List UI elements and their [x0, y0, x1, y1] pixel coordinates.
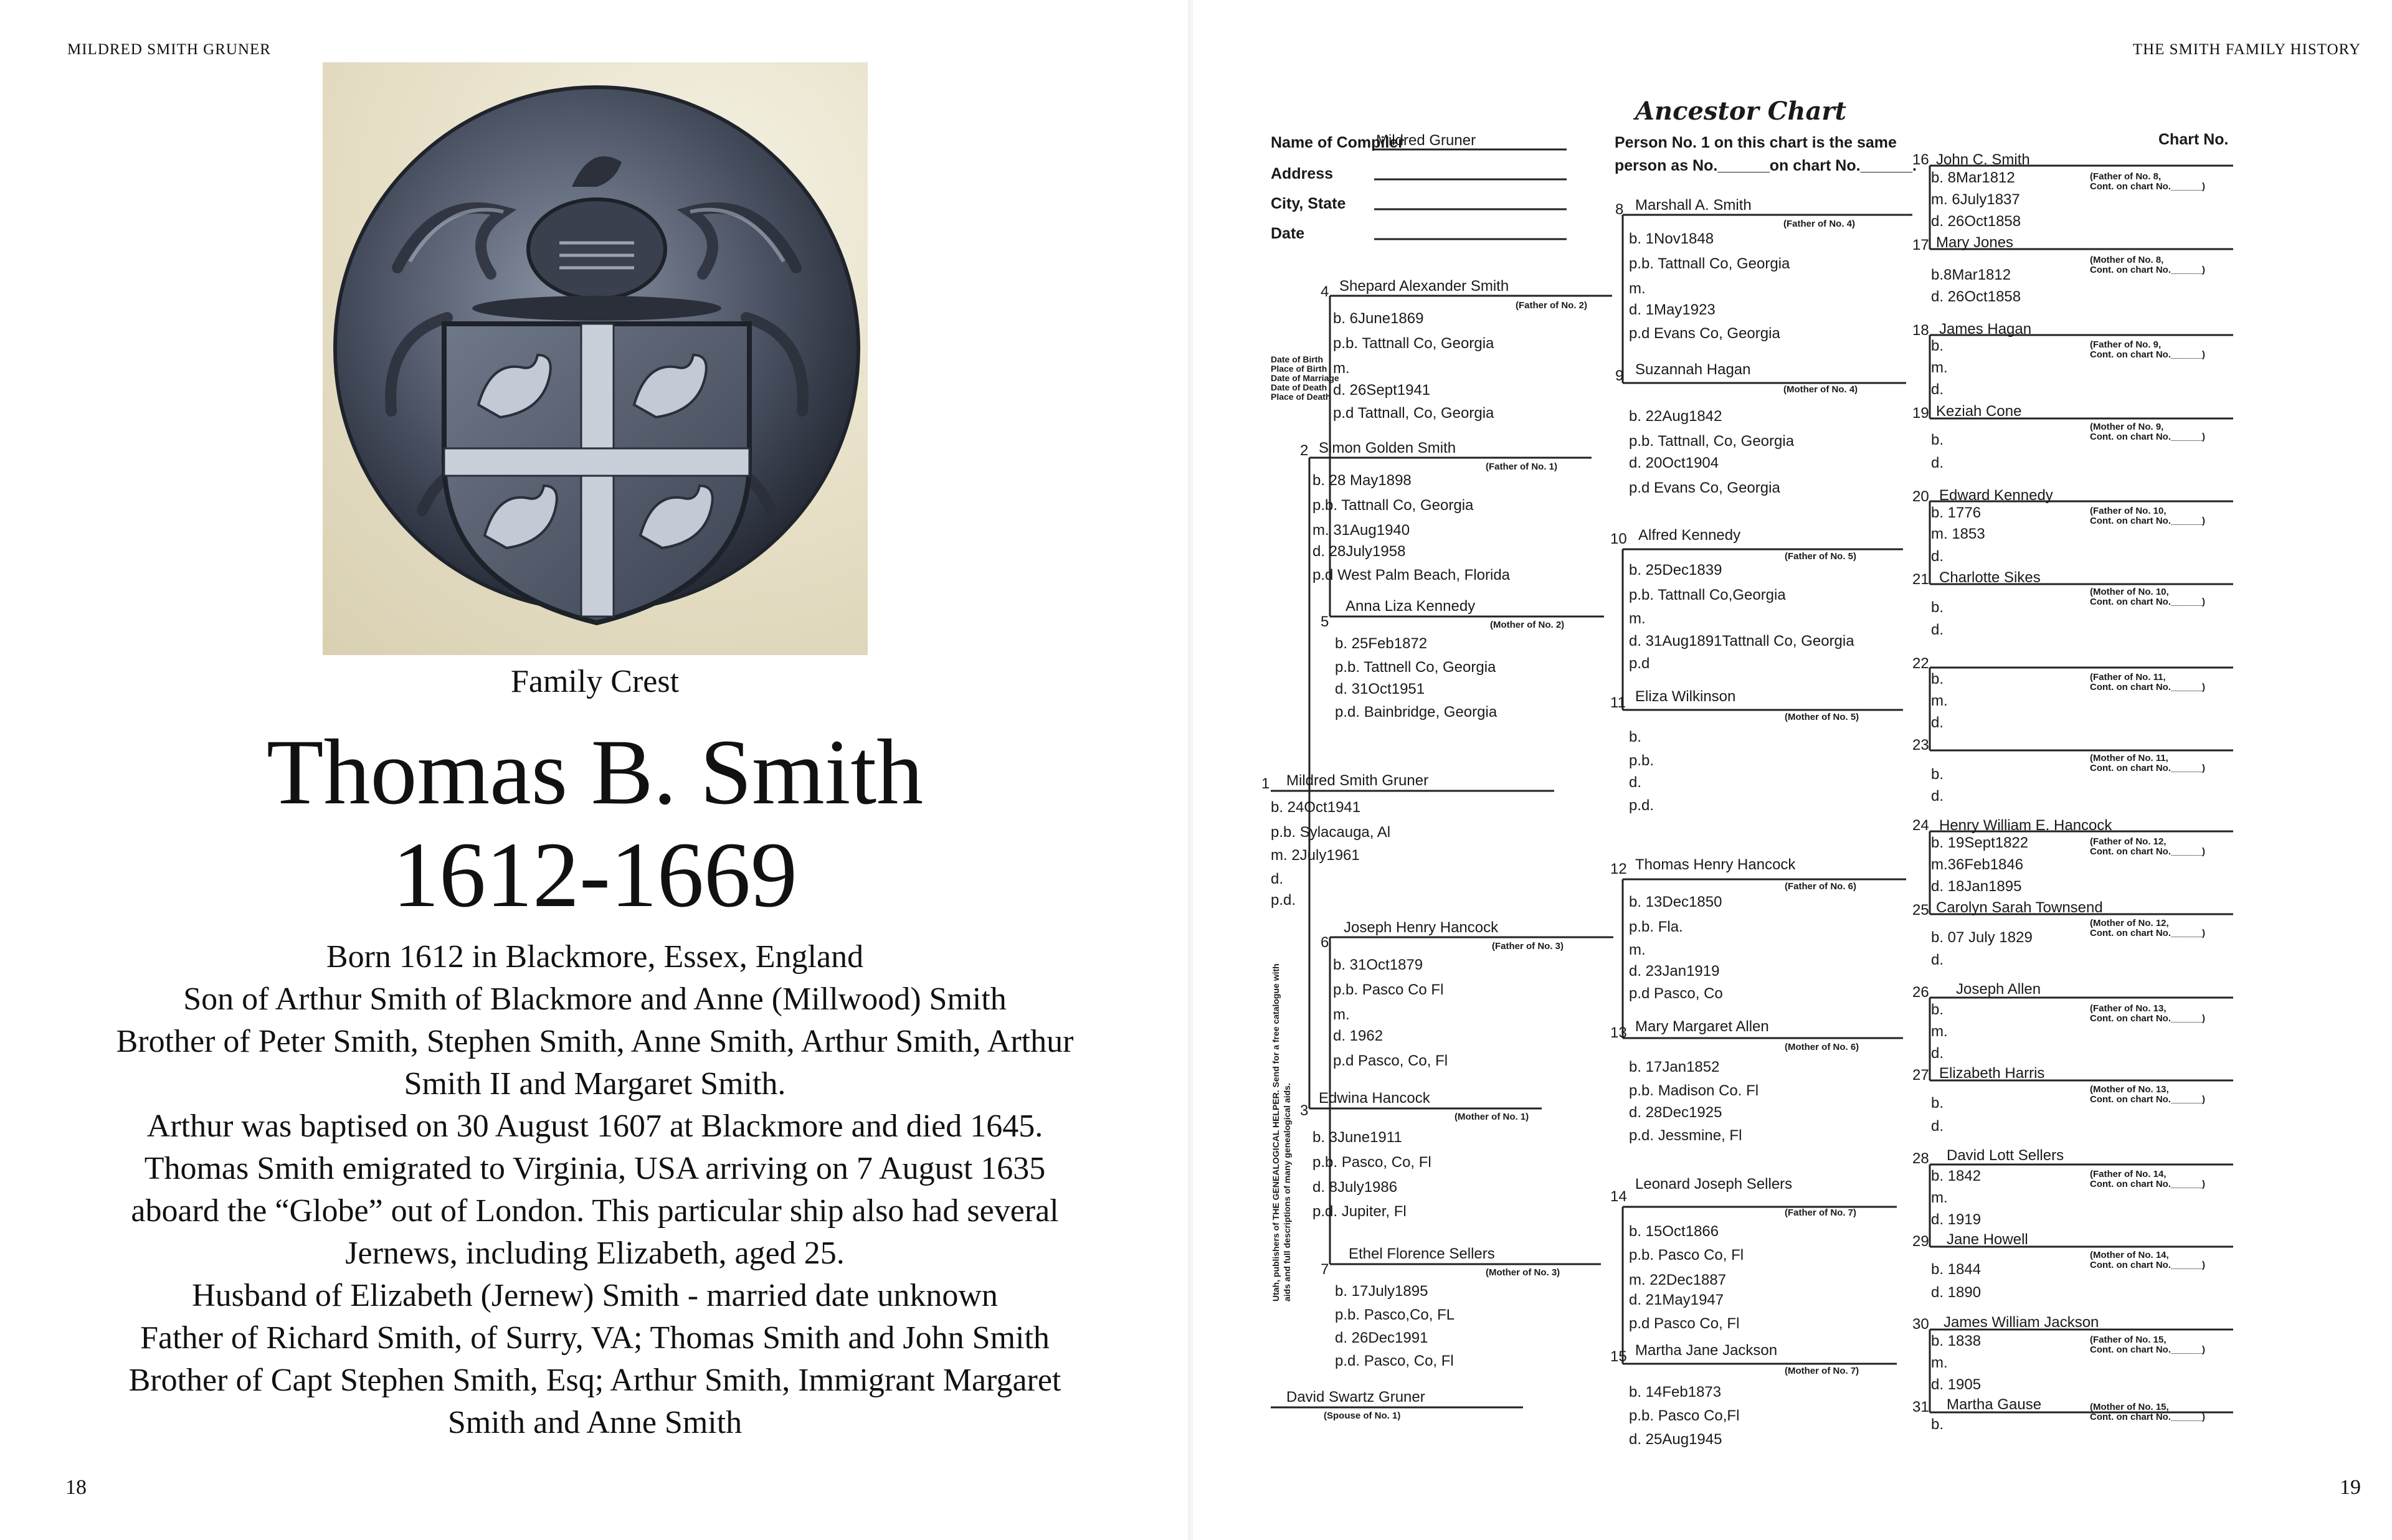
ancestor-line: b. 19Sept1822 [1931, 834, 2029, 851]
bio-line: Brother of Capt Stephen Smith, Esq; Arthur Smith, Immigrant Margaret [128, 1363, 1061, 1398]
person-number: 27 [1912, 1067, 1929, 1084]
ancestor-cont: Cont. on chart No.______) [2090, 763, 2206, 773]
person-10-deathplace: p.d [1629, 655, 1650, 672]
person-5-death: d. 31Oct1951 [1335, 681, 1425, 697]
person-5-birthplace: p.b. Tattnell Co, Georgia [1335, 659, 1496, 676]
ancestor-cont: Cont. on chart No.______) [2090, 181, 2206, 192]
person-number: 3 [1300, 1102, 1309, 1119]
person-name-title: Thomas B. Smith [266, 720, 924, 824]
person-2-birth: b. 28 May1898 [1312, 472, 1412, 489]
person-4-birth: b. 6June1869 [1333, 310, 1424, 327]
ancestor-cont: Cont. on chart No.______) [2090, 1412, 2206, 1422]
address-label: Address [1271, 165, 1334, 182]
person-6-birth: b. 31Oct1879 [1333, 957, 1423, 973]
bio-line: Brother of Peter Smith, Stephen Smith, Anne Smith, Arthur Smith, Arthur [116, 1024, 1074, 1059]
ancestor-name: James William Jackson [1944, 1314, 2099, 1331]
ancestor-line: b. 1838 [1931, 1333, 1981, 1349]
bio-line: Thomas Smith emigrated to Virginia, USA arriving on 7 August 1635 [144, 1151, 1046, 1186]
bio-line: aboard the “Globe” out of London. This particular ship also had several [131, 1193, 1059, 1229]
person-12-birth: b. 13Dec1850 [1629, 894, 1722, 910]
person-11-deathplace: p.d. [1629, 797, 1654, 814]
page-number-left: 18 [65, 1476, 87, 1499]
person-number: 22 [1912, 655, 1929, 672]
person-15-birth: b. 14Feb1873 [1629, 1384, 1722, 1401]
person-9-birth: b. 22Aug1842 [1629, 408, 1722, 425]
person-1-death: d. [1271, 871, 1284, 887]
ancestor-name: James Hagan [1939, 321, 2032, 338]
ancestor-line: b.8Mar1812 [1931, 267, 2011, 283]
ancestor-note: (Father of No. 15, [2090, 1335, 2167, 1345]
person-number: 20 [1912, 488, 1929, 505]
person-1-birthplace: p.b. Sylacauga, Al [1271, 824, 1391, 841]
legend-item: Date of Marriage [1271, 373, 1339, 383]
person-number: 1 [1261, 775, 1270, 792]
person-9-name: Suzannah Hagan [1635, 361, 1751, 378]
legend-item: Place of Birth [1271, 364, 1327, 374]
ancestor-note: (Father of No. 13, [2090, 1003, 2167, 1014]
person-9-note: (Mother of No. 4) [1783, 384, 1858, 395]
person-1-marriage: m. 2July1961 [1271, 847, 1360, 864]
ancestor-name: Henry William E. Hancock [1939, 817, 2112, 834]
ancestor-cont: Cont. on chart No.______) [2090, 682, 2206, 692]
person-number: 24 [1912, 817, 1929, 834]
person-3-note: (Mother of No. 1) [1455, 1112, 1529, 1122]
person-number: 30 [1912, 1316, 1929, 1333]
person-15-death: d. 25Aug1945 [1629, 1431, 1722, 1448]
person-6-note: (Father of No. 3) [1492, 941, 1564, 952]
ancestor-line: d. [1931, 548, 1944, 565]
right-page [1193, 0, 2392, 1540]
person-number: 8 [1615, 201, 1624, 218]
person-6-birthplace: p.b. Pasco Co Fl [1333, 981, 1444, 998]
person-11-death: d. [1629, 774, 1642, 791]
ancestor-line: b. [1931, 1416, 1944, 1433]
ancestor-name: Edward Kennedy [1939, 487, 2053, 504]
biography-text [69, 936, 1121, 1444]
person-12-name: Thomas Henry Hancock [1635, 856, 1796, 873]
person-10-birth: b. 25Dec1839 [1629, 562, 1722, 579]
person-13-note: (Mother of No. 6) [1785, 1042, 1859, 1052]
ancestor-line: d. [1931, 714, 1944, 731]
person-8-note: (Father of No. 4) [1783, 219, 1855, 229]
person-3-birthplace: p.b. Pasco, Co, Fl [1312, 1154, 1431, 1171]
running-head-right: THE SMITH FAMILY HISTORY [2132, 41, 2361, 58]
page-number-right: 19 [2340, 1476, 2361, 1499]
ancestor-name: Charlotte Sikes [1939, 569, 2041, 586]
person-7-death: d. 26Dec1991 [1335, 1330, 1428, 1346]
ancestor-note: (Father of No. 8, [2090, 171, 2162, 182]
person-4-birthplace: p.b. Tattnall Co, Georgia [1333, 335, 1494, 352]
ancestor-line: b. 1842 [1931, 1168, 1981, 1184]
ancestor-line: b. [1931, 766, 1944, 783]
ancestor-cont: Cont. on chart No.______) [2090, 597, 2206, 607]
person-number: 18 [1912, 322, 1929, 339]
side-note: Utah, publishers of THE GENEALOGICAL HELPER. Send for a free catalogue with [1271, 963, 1281, 1301]
person-10-note: (Father of No. 5) [1785, 551, 1856, 562]
person-number: 15 [1610, 1348, 1627, 1365]
person-8-deathplace: p.d Evans Co, Georgia [1629, 325, 1780, 342]
person-6-marriage: m. [1333, 1006, 1350, 1023]
person-note-2: person as No.______on chart No.______. [1615, 157, 1917, 174]
person-5-deathplace: p.d. Bainbridge, Georgia [1335, 704, 1497, 720]
person-number: 10 [1610, 531, 1627, 547]
person-9-death: d. 20Oct1904 [1629, 455, 1719, 471]
person-number: 23 [1912, 737, 1929, 753]
ancestor-name: Keziah Cone [1936, 403, 2022, 420]
ancestor-cont: Cont. on chart No.______) [2090, 846, 2206, 857]
person-15-name: Martha Jane Jackson [1635, 1342, 1778, 1359]
ancestor-line: d. 1890 [1931, 1284, 1981, 1301]
person-8-name: Marshall A. Smith [1635, 197, 1752, 214]
person-13-birth: b. 17Jan1852 [1629, 1059, 1720, 1075]
person-8-death: d. 1May1923 [1629, 301, 1716, 318]
person-number: 2 [1300, 442, 1309, 459]
person-10-marriage: m. [1629, 610, 1646, 627]
person-3-birth: b. 3June1911 [1312, 1129, 1402, 1146]
bio-line: Smith II and Margaret Smith. [404, 1066, 786, 1102]
person-3-death: d. 8July1986 [1312, 1179, 1398, 1196]
person-number: 28 [1912, 1150, 1929, 1167]
ancestor-note: (Mother of No. 13, [2090, 1084, 2169, 1095]
person-10-death: d. 31Aug1891Tattnall Co, Georgia [1629, 633, 1854, 650]
person-15-birthplace: p.b. Pasco Co,Fl [1629, 1407, 1740, 1424]
person-4-name: Shepard Alexander Smith [1339, 278, 1509, 295]
ancestor-name: Jane Howell [1947, 1231, 2028, 1248]
spouse-name: David Swartz Gruner [1286, 1389, 1425, 1405]
person-5-note: (Mother of No. 2) [1490, 620, 1565, 630]
person-1-deathplace: p.d. [1271, 892, 1296, 909]
ancestor-line: m. [1931, 1189, 1948, 1206]
person-8-marriage: m. [1629, 280, 1646, 297]
ancestor-line: b. [1931, 338, 1944, 354]
person-15-note: (Mother of No. 7) [1785, 1366, 1859, 1376]
person-12-birthplace: p.b. Fla. [1629, 919, 1683, 935]
person-4-death: d. 26Sept1941 [1333, 382, 1431, 399]
ancestor-name: Joseph Allen [1956, 981, 2041, 998]
compiler-label: Name of Compiler [1271, 134, 1404, 151]
ancestor-line: d. 26Oct1858 [1931, 213, 2021, 230]
ancestor-line: d. 18Jan1895 [1931, 878, 2022, 895]
ancestor-line: m.36Feb1846 [1931, 856, 2024, 873]
person-number: 12 [1610, 861, 1627, 877]
ancestor-line: b. 1844 [1931, 1261, 1981, 1278]
person-9-deathplace: p.d Evans Co, Georgia [1629, 479, 1780, 496]
bio-line: Husband of Elizabeth (Jernew) Smith - married date unknown [192, 1278, 998, 1313]
legend-item: Place of Death [1271, 392, 1331, 402]
ancestor-name: Carolyn Sarah Townsend [1936, 899, 2103, 916]
person-number: 6 [1321, 934, 1329, 951]
ancestor-note: (Father of No. 14, [2090, 1169, 2167, 1179]
person-4-deathplace: p.d Tattnall, Co, Georgia [1333, 405, 1494, 422]
ancestor-line: d. [1931, 952, 1944, 968]
legend-item: Date of Death [1271, 382, 1327, 392]
person-9-birthplace: p.b. Tattnall, Co, Georgia [1629, 433, 1795, 450]
person-6-name: Joseph Henry Hancock [1344, 919, 1499, 936]
person-2-birthplace: p.b. Tattnall Co, Georgia [1312, 497, 1474, 514]
person-14-death: d. 21May1947 [1629, 1292, 1724, 1308]
person-number: 17 [1912, 237, 1929, 253]
ancestor-name: Elizabeth Harris [1939, 1065, 2045, 1082]
crest-caption: Family Crest [510, 664, 680, 699]
person-14-note: (Father of No. 7) [1785, 1207, 1856, 1218]
person-number: 21 [1912, 571, 1929, 588]
ancestor-line: m. 6July1837 [1931, 191, 2020, 208]
person-11-name: Eliza Wilkinson [1635, 688, 1736, 705]
person-2-marriage: m. 31Aug1940 [1312, 522, 1410, 539]
bio-line: Father of Richard Smith, of Surry, VA; Thomas Smith and John Smith [140, 1320, 1050, 1356]
compiler-value: Mildred Gruner [1376, 132, 1476, 149]
ancestor-line: m. [1931, 1354, 1948, 1371]
ancestor-name: Mary Jones [1936, 234, 2014, 251]
chart-title: Ancestor Chart [1635, 97, 1846, 126]
running-head-left: MILDRED SMITH GRUNER [67, 41, 271, 58]
person-6-death: d. 1962 [1333, 1027, 1383, 1044]
person-13-name: Mary Margaret Allen [1635, 1018, 1769, 1035]
person-number: 11 [1610, 694, 1626, 711]
person-number: 9 [1615, 367, 1624, 384]
person-8-birthplace: p.b. Tattnall Co, Georgia [1629, 255, 1790, 272]
person-14-birthplace: p.b. Pasco Co, Fl [1629, 1247, 1744, 1264]
person-1-birth: b. 24Oct1941 [1271, 799, 1361, 816]
person-3-deathplace: p.d. Jupiter, Fl [1312, 1203, 1407, 1220]
side-note-2: aids and full descriptions of many genealogical aids. [1282, 1083, 1292, 1301]
person-number: 5 [1321, 613, 1329, 630]
ancestor-line: m. [1931, 1023, 1948, 1040]
person-12-deathplace: p.d Pasco, Co [1629, 985, 1723, 1002]
ancestor-chart [1261, 50, 2289, 1470]
family-crest-image [323, 62, 868, 655]
person-14-name: Leonard Joseph Sellers [1635, 1176, 1793, 1193]
bio-line: Son of Arthur Smith of Blackmore and Anne (Millwood) Smith [183, 981, 1007, 1017]
person-14-marriage: m. 22Dec1887 [1629, 1272, 1727, 1288]
person-note-1: Person No. 1 on this chart is the same [1615, 134, 1897, 151]
ancestor-line: b. [1931, 599, 1944, 616]
person-life-dates: 1612-1669 [392, 823, 797, 927]
ancestor-cont: Cont. on chart No.______) [2090, 1094, 2206, 1105]
bio-line: Born 1612 in Blackmore, Essex, England [326, 939, 864, 975]
ancestor-note: (Father of No. 9, [2090, 339, 2162, 350]
person-5-name: Anna Liza Kennedy [1346, 598, 1476, 615]
bio-line: Jernews, including Elizabeth, aged 25. [345, 1235, 845, 1271]
ancestor-line: d. 1905 [1931, 1376, 1981, 1393]
person-8-birth: b. 1Nov1848 [1629, 230, 1714, 247]
person-11-birth: b. [1629, 729, 1642, 745]
person-13-deathplace: p.d. Jessmine, Fl [1629, 1127, 1742, 1144]
person-number: 29 [1912, 1233, 1929, 1250]
person-11-birthplace: p.b. [1629, 752, 1654, 769]
ancestor-line: d. [1931, 621, 1944, 638]
bio-line: Arthur was baptised on 30 August 1607 at Blackmore and died 1645. [146, 1108, 1043, 1144]
ancestor-cont: Cont. on chart No.______) [2090, 1260, 2206, 1270]
ancestor-line: m. 1853 [1931, 526, 1985, 542]
person-number: 25 [1912, 902, 1929, 919]
ancestor-cont: Cont. on chart No.______) [2090, 265, 2206, 275]
legend-item: Date of Birth [1271, 354, 1323, 364]
ancestor-note: (Mother of No. 10, [2090, 587, 2169, 597]
person-number: 4 [1321, 283, 1329, 300]
ancestor-line: d. [1931, 455, 1944, 471]
person-2-note: (Father of No. 1) [1486, 461, 1557, 472]
person-number: 19 [1912, 405, 1929, 422]
person-2-deathplace: p.d West Palm Beach, Florida [1312, 567, 1511, 583]
ancestor-note: (Father of No. 10, [2090, 506, 2167, 516]
ancestor-cont: Cont. on chart No.______) [2090, 516, 2206, 526]
person-14-deathplace: p.d Pasco Co, Fl [1629, 1315, 1740, 1332]
ancestor-cont: Cont. on chart No.______) [2090, 432, 2206, 442]
person-number: 7 [1321, 1261, 1329, 1278]
person-7-birth: b. 17July1895 [1335, 1283, 1428, 1300]
person-12-note: (Father of No. 6) [1785, 881, 1856, 892]
person-12-death: d. 23Jan1919 [1629, 963, 1720, 980]
ancestor-line: d. 1919 [1931, 1211, 1981, 1228]
ancestor-line: b. [1931, 671, 1944, 687]
person-1-name: Mildred Smith Gruner [1286, 772, 1429, 789]
ancestor-cont: Cont. on chart No.______) [2090, 1013, 2206, 1024]
ancestor-line: d. 26Oct1858 [1931, 288, 2021, 305]
person-number: 13 [1610, 1024, 1627, 1041]
ancestor-note: (Mother of No. 8, [2090, 255, 2164, 265]
person-4-marriage: m. [1333, 360, 1350, 377]
person-number: 31 [1912, 1399, 1929, 1415]
person-7-name: Ethel Florence Sellers [1349, 1245, 1495, 1262]
person-7-deathplace: p.d. Pasco, Co, Fl [1335, 1353, 1454, 1369]
person-10-birthplace: p.b. Tattnall Co,Georgia [1629, 587, 1786, 603]
person-6-deathplace: p.d Pasco, Co, Fl [1333, 1052, 1448, 1069]
person-number: 26 [1912, 984, 1929, 1001]
ancestor-line: b. [1931, 1095, 1944, 1112]
ancestor-line: d. [1931, 381, 1944, 398]
person-2-death: d. 28July1958 [1312, 543, 1406, 560]
ancestor-name: Martha Gause [1947, 1396, 2042, 1413]
person-13-death: d. 28Dec1925 [1629, 1104, 1722, 1121]
date-label: Date [1271, 225, 1305, 242]
person-5-birth: b. 25Feb1872 [1335, 635, 1428, 652]
person-10-name: Alfred Kennedy [1638, 527, 1741, 544]
ancestor-line: m. [1931, 359, 1948, 376]
ancestor-line: d. [1931, 1118, 1944, 1135]
ancestor-line: b. 8Mar1812 [1931, 169, 2015, 186]
ancestor-note: (Father of No. 12, [2090, 836, 2167, 847]
left-page [0, 0, 1190, 1540]
person-3-name: Edwina Hancock [1319, 1090, 1430, 1107]
person-7-birthplace: p.b. Pasco,Co, FL [1335, 1306, 1455, 1323]
ancestor-note: (Mother of No. 14, [2090, 1250, 2169, 1260]
ancestor-line: m. [1931, 692, 1948, 709]
ancestor-name: David Lott Sellers [1947, 1147, 2064, 1164]
person-14-birth: b. 15Oct1866 [1629, 1223, 1719, 1240]
person-number: 16 [1912, 151, 1929, 168]
ancestor-note: (Mother of No. 9, [2090, 422, 2164, 432]
ancestor-line: b. [1931, 432, 1944, 448]
city-state-label: City, State [1271, 195, 1346, 212]
ancestor-note: (Mother of No. 12, [2090, 918, 2169, 928]
ancestor-line: b. 1776 [1931, 504, 1981, 521]
ancestor-cont: Cont. on chart No.______) [2090, 928, 2206, 938]
ancestor-cont: Cont. on chart No.______) [2090, 349, 2206, 360]
person-11-note: (Mother of No. 5) [1785, 712, 1859, 722]
ancestor-line: d. [1931, 788, 1944, 805]
person-13-birthplace: p.b. Madison Co. Fl [1629, 1082, 1759, 1099]
ancestor-line: d. [1931, 1045, 1944, 1062]
bio-line: Smith and Anne Smith [447, 1405, 743, 1440]
ancestor-note: (Mother of No. 15, [2090, 1402, 2169, 1412]
ancestor-cont: Cont. on chart No.______) [2090, 1344, 2206, 1355]
ancestor-name: John C. Smith [1936, 151, 2030, 168]
chart-no-label: Chart No. [2158, 131, 2229, 148]
ancestor-line: b. 07 July 1829 [1931, 929, 2033, 946]
person-7-note: (Mother of No. 3) [1486, 1267, 1560, 1278]
crest-seal-icon [323, 62, 868, 655]
ancestor-note: (Father of No. 11, [2090, 672, 2166, 683]
person-12-marriage: m. [1629, 942, 1646, 958]
person-number: 14 [1610, 1188, 1627, 1205]
person-4-note: (Father of No. 2) [1516, 300, 1587, 311]
person-2-name: Simon Golden Smith [1319, 440, 1456, 456]
spouse-note: (Spouse of No. 1) [1324, 1410, 1401, 1421]
ancestor-line: b. [1931, 1001, 1944, 1018]
ancestor-cont: Cont. on chart No.______) [2090, 1179, 2206, 1189]
ancestor-note: (Mother of No. 11, [2090, 753, 2168, 763]
